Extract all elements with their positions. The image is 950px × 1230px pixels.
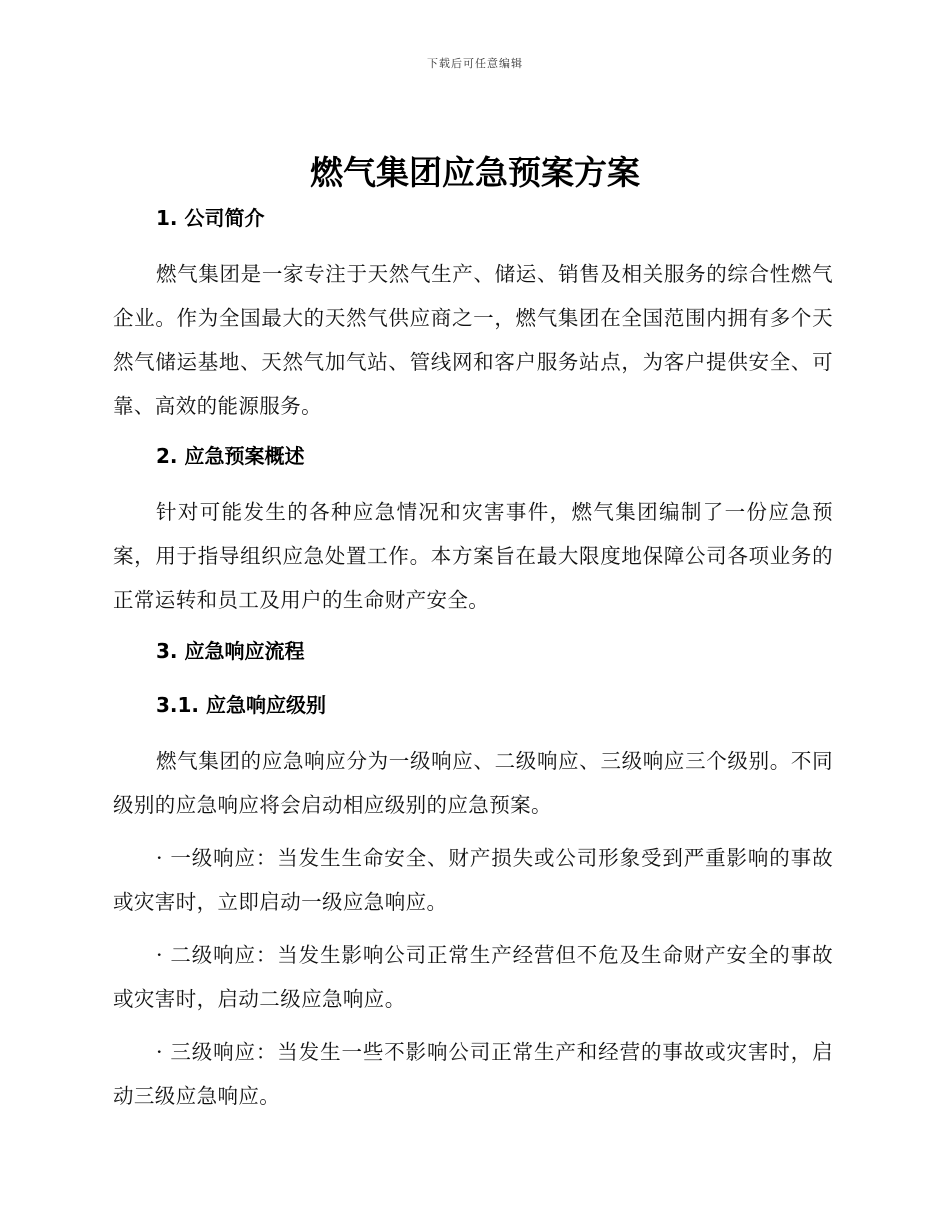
list-item-level-three: · 三级响应：当发生一些不影响公司正常生产和经营的事故或灾害时，启动三级应急响应。: [113, 1040, 833, 1108]
document-title: 燃气集团应急预案方案: [310, 153, 640, 192]
list-item-level-one: · 一级响应：当发生生命安全、财产损失或公司形象受到严重影响的事故或灾害时，立即启动一级应急响应。: [113, 846, 833, 914]
paragraph-response-levels: 燃气集团的应急响应分为一级响应、二级响应、三级响应三个级别。不同级别的应急响应将会启动相应级别的应急预案。: [113, 749, 833, 817]
section-heading-plan-overview: 2. 应急预案概述: [156, 444, 305, 468]
section-heading-response-process: 3. 应急响应流程: [156, 639, 305, 663]
paragraph-plan-overview: 针对可能发生的各种应急情况和灾害事件，燃气集团编制了一份应急预案，用于指导组织应急处置工作。本方案旨在最大限度地保障公司各项业务的正常运转和员工及用户的生命财产安全。: [113, 500, 833, 612]
list-item-level-two: · 二级响应：当发生影响公司正常生产经营但不危及生命财产安全的事故或灾害时，启动二级应急响应。: [113, 943, 833, 1011]
section-heading-response-levels: 3.1. 应急响应级别: [156, 693, 326, 717]
section-heading-company-intro: 1. 公司简介: [156, 206, 265, 230]
page-header-watermark: 下载后可任意编辑: [427, 57, 523, 70]
paragraph-company-intro: 燃气集团是一家专注于天然气生产、储运、销售及相关服务的综合性燃气企业。作为全国最大的天然气供应商之一，燃气集团在全国范围内拥有多个天然气储运基地、天然气加气站、管线网和客户服务站点，为客户提供安全、可靠、高效的能源服务。: [113, 262, 833, 418]
